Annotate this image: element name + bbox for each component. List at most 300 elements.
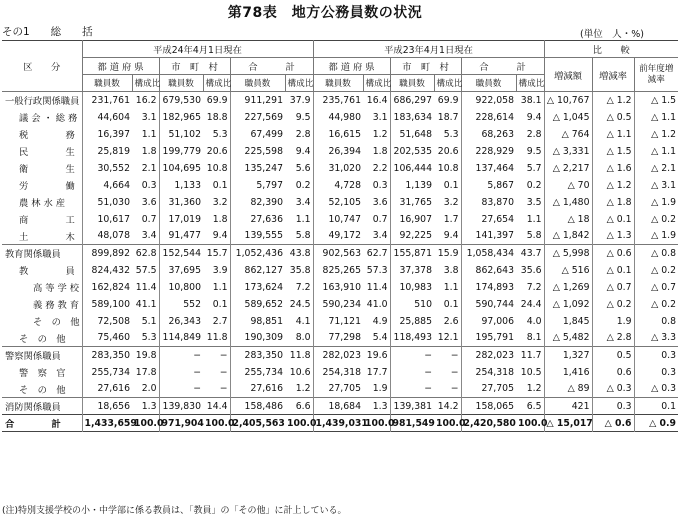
table-cell: 10.8 (437, 162, 459, 174)
table-cell: 3.2 (443, 196, 459, 208)
table-cell: 1,416 (544, 364, 592, 381)
row-label: そ の 他 (33, 317, 80, 328)
table-cell: 5.8 (526, 230, 542, 242)
table-cell: 100.0 (203, 415, 230, 432)
header-ratio: 構成比 (363, 75, 390, 92)
table-cell: 8.1 (526, 332, 542, 344)
table-cell: 4,664 (82, 177, 132, 194)
table-cell: 24.4 (520, 298, 542, 310)
table-cell: 911,291 (230, 92, 285, 109)
table-cell: 3.9 (212, 264, 228, 276)
table-cell: 182,965 (159, 109, 203, 126)
table-cell: 0.1 (212, 179, 228, 191)
table-cell: 92,225 (390, 228, 434, 245)
table-cell: 3.1 (372, 111, 388, 123)
table-cell: 37,695 (159, 262, 203, 279)
table-cell: 228,929 (461, 143, 516, 160)
table-cell: 2.8 (526, 128, 542, 140)
table-cell: 24.5 (289, 298, 311, 310)
table-cell: 91,477 (159, 228, 203, 245)
table-cell: 100.0 (516, 415, 544, 432)
table-cell: 235,761 (313, 92, 363, 109)
table-cell: 590,234 (313, 296, 363, 313)
table-cell: 75,460 (82, 330, 132, 347)
table-cell: 0.6 (592, 364, 634, 381)
table-cell: △ 0.1 (592, 211, 634, 228)
table-cell: 0.1 (634, 398, 678, 415)
table-cell: 862,127 (230, 262, 285, 279)
table-cell: 72,508 (82, 313, 132, 330)
table-cell: 69.9 (206, 94, 228, 106)
table-cell: 5.1 (141, 315, 157, 327)
table-cell: 10,747 (313, 211, 363, 228)
table-cell: 590,744 (461, 296, 516, 313)
table-cell: 51,030 (82, 194, 132, 211)
table-cell: 0.2 (526, 179, 542, 191)
table-row (2, 211, 678, 228)
table-cell: △ 1.1 (592, 126, 634, 143)
table-cell: 1.3 (363, 398, 390, 415)
table-cell: △ 1.5 (592, 143, 634, 160)
table-cell: 8.0 (295, 332, 311, 344)
table-cell: 25,885 (390, 313, 434, 330)
table-cell: 3.6 (372, 196, 388, 208)
table-cell: 155,871 (390, 245, 434, 262)
table-cell: △ 0.2 (634, 211, 678, 228)
row-label: 土 木 (19, 231, 75, 243)
row-label: 衛 生 (19, 164, 75, 175)
table-cell: 227,569 (230, 109, 285, 126)
table-cell: 51,648 (390, 126, 434, 143)
table-cell: 9.5 (295, 111, 311, 123)
table-cell: 1.1 (526, 213, 542, 225)
row-label: 議 会 ・ 総 務 (19, 113, 78, 124)
table-cell: − (159, 347, 203, 364)
table-cell: 283,350 (230, 347, 285, 364)
table-cell: 0.7 (372, 213, 388, 225)
table-cell: 19.6 (363, 347, 390, 364)
table-cell: △ 764 (544, 126, 592, 143)
table-cell: 421 (544, 398, 592, 415)
table-cell: 3.4 (295, 196, 311, 208)
table-cell: 255,734 (82, 364, 132, 381)
table-cell: − (159, 381, 203, 398)
table-cell: 100.0 (363, 415, 390, 432)
table-cell: 1.2 (295, 383, 311, 395)
row-label: 教育関係職員 (2, 245, 82, 262)
table-cell: 254,318 (461, 364, 516, 381)
table-cell: 0.2 (295, 179, 311, 191)
table-cell: 190,309 (230, 330, 285, 347)
table-cell: 5.8 (295, 230, 311, 242)
table-cell: △ 0.2 (592, 296, 634, 313)
table-row (2, 177, 678, 194)
footnote: (注)特別支援学校の小・中学部に係る教員は、「教員」の「その他」に計上している。 (2, 506, 347, 516)
table-cell: △ 0.3 (634, 381, 678, 398)
table-cell: 71,121 (313, 313, 363, 330)
table-cell: 82,390 (230, 194, 285, 211)
table-cell: 199,779 (159, 143, 203, 160)
table-cell: 2,420,580 (461, 415, 516, 432)
table-cell: △ 0.8 (634, 245, 678, 262)
table-cell: 862,643 (461, 262, 516, 279)
table-row (2, 262, 678, 279)
table-cell: 679,530 (159, 92, 203, 109)
table-cell: 10.5 (520, 366, 542, 378)
header-muni-23: 市 町 村 (390, 58, 461, 75)
table-cell: 5.7 (526, 162, 542, 174)
table-cell: 18.7 (437, 111, 459, 123)
table-cell: 104,695 (159, 160, 203, 177)
table-cell: 1.1 (443, 281, 459, 293)
header-total-24: 合 計 (230, 58, 313, 75)
header-ratio: 構成比 (516, 75, 544, 92)
table-cell: 15.9 (434, 245, 461, 262)
table-cell: △ 2,217 (544, 160, 592, 177)
page-title: 第78表 地方公務員数の状況 (227, 5, 423, 21)
table-cell: 1.3 (132, 398, 159, 415)
table-cell: △ 1.1 (634, 143, 678, 160)
table-cell: 0.3 (634, 364, 678, 381)
header-staff: 職員数 (230, 75, 285, 92)
staff-table (2, 40, 678, 432)
table-cell: 100.0 (132, 415, 159, 432)
header-rate: 増減率 (592, 58, 634, 92)
table-cell: 1.8 (372, 145, 388, 157)
table-cell: 5.6 (295, 162, 311, 174)
table-cell: 228,614 (461, 109, 516, 126)
table-row (2, 398, 678, 415)
header-year-23: 平成23年4月1日現在 (313, 41, 544, 58)
table-cell: 824,432 (82, 262, 132, 279)
table-cell: 183,634 (390, 109, 434, 126)
table-cell: 225,598 (230, 143, 285, 160)
table-row (2, 381, 678, 398)
table-cell: △ 0.7 (634, 279, 678, 296)
table-cell: 62.7 (363, 245, 390, 262)
table-cell: 282,023 (461, 347, 516, 364)
row-label: 義 務 教 育 (33, 300, 80, 311)
row-label: 高 等 学 校 (33, 283, 80, 294)
table-cell: △ 0.5 (592, 109, 634, 126)
table-cell: − (390, 347, 434, 364)
table-cell: 231,761 (82, 92, 132, 109)
table-cell: 1.1 (212, 281, 228, 293)
table-row (2, 364, 678, 381)
table-cell: 902,563 (313, 245, 363, 262)
table-cell: 17.8 (135, 366, 157, 378)
table-cell: △ 1.3 (592, 228, 634, 245)
table-cell: 51,102 (159, 126, 203, 143)
table-row (2, 313, 678, 330)
table-cell: △ 1.6 (592, 160, 634, 177)
table-row (2, 109, 678, 126)
table-cell: 4.9 (372, 315, 388, 327)
table-cell: 1,052,436 (230, 245, 285, 262)
table-cell: 43.8 (285, 245, 313, 262)
table-cell: 1.2 (526, 383, 542, 395)
table-cell: 14.2 (434, 398, 461, 415)
table-cell: 27,636 (230, 211, 285, 228)
table-cell: △ 516 (544, 262, 592, 279)
table-cell: 1,133 (159, 177, 203, 194)
row-label: 労 働 (19, 181, 75, 192)
table-cell: 158,065 (461, 398, 516, 415)
table-cell: 202,535 (390, 143, 434, 160)
table-cell: 981,549 (390, 415, 434, 432)
table-cell: 0.1 (443, 298, 459, 310)
header-staff: 職員数 (390, 75, 434, 92)
table-cell: △ 3.3 (634, 330, 678, 347)
table-cell: 0.3 (592, 398, 634, 415)
header-pref-23: 都 道 府 県 (313, 58, 390, 75)
unit-label: (単位 人・%) (580, 29, 644, 40)
table-cell: 44,980 (313, 109, 363, 126)
table-cell: 27,654 (461, 211, 516, 228)
header-pref-24: 都 道 府 県 (82, 58, 159, 75)
header-change: 増減額 (544, 58, 592, 92)
table-subtitle: その1 総 括 (2, 26, 93, 38)
table-cell: △ 1,092 (544, 296, 592, 313)
table-cell: 0.3 (141, 179, 157, 191)
table-cell: △ 5,482 (544, 330, 592, 347)
table-cell: 18,684 (313, 398, 363, 415)
header-total-23: 合 計 (461, 58, 544, 75)
table-cell: 98,851 (230, 313, 285, 330)
table-cell: 686,297 (390, 92, 434, 109)
table-cell: 1,139 (390, 177, 434, 194)
header-ratio: 構成比 (434, 75, 461, 92)
table-cell: 3.6 (141, 196, 157, 208)
table-cell: 1.8 (141, 145, 157, 157)
table-cell: △ 0.6 (592, 245, 634, 262)
table-cell: 27,705 (461, 381, 516, 398)
table-cell: 9.4 (212, 230, 228, 242)
table-cell: △ 1.8 (592, 194, 634, 211)
table-row (2, 160, 678, 177)
table-cell: 158,486 (230, 398, 285, 415)
table-cell: 2.1 (141, 162, 157, 174)
table-cell: 3.4 (141, 230, 157, 242)
table-cell: 589,100 (82, 296, 132, 313)
table-cell: 35.6 (520, 264, 542, 276)
table-cell: 44,604 (82, 109, 132, 126)
table-cell: 0.1 (212, 298, 228, 310)
table-cell: 38.1 (520, 94, 542, 106)
table-cell: − (390, 364, 434, 381)
table-cell: 26,394 (313, 143, 363, 160)
table-cell: 35.8 (289, 264, 311, 276)
table-cell: 14.4 (203, 398, 230, 415)
table-cell: 17.7 (366, 366, 388, 378)
table-cell: 1,327 (544, 347, 592, 364)
table-cell: − (450, 366, 459, 378)
table-cell: 1.2 (372, 128, 388, 140)
table-cell: 49,172 (313, 228, 363, 245)
header-category: 区 分 (2, 41, 82, 92)
table-cell: △ 1.2 (592, 177, 634, 194)
table-cell: 922,058 (461, 92, 516, 109)
table-cell: 25,819 (82, 143, 132, 160)
table-cell: 27,616 (230, 381, 285, 398)
table-cell: 10,983 (390, 279, 434, 296)
table-cell: 971,904 (159, 415, 203, 432)
table-cell: △ 1,045 (544, 109, 592, 126)
table-cell: 3.1 (141, 111, 157, 123)
row-label: 警察関係職員 (2, 347, 82, 364)
table-cell: 0.8 (634, 313, 678, 330)
table-cell: − (219, 383, 228, 395)
table-cell: 173,624 (230, 279, 285, 296)
table-cell: 1.1 (295, 213, 311, 225)
table-cell: 552 (159, 296, 203, 313)
table-cell: △ 0.2 (634, 262, 678, 279)
header-prev-rate: 前年度増減率 (634, 58, 678, 92)
table-cell: − (203, 347, 230, 364)
table-cell: 62.8 (132, 245, 159, 262)
table-cell: 52,105 (313, 194, 363, 211)
table-cell: 16.2 (135, 94, 157, 106)
table-cell: 37,378 (390, 262, 434, 279)
table-cell: 1.9 (372, 383, 388, 395)
table-cell: 9.4 (443, 230, 459, 242)
table-cell: 77,298 (313, 330, 363, 347)
header-year-24: 平成24年4月1日現在 (82, 41, 313, 58)
table-cell: △ 0.7 (592, 279, 634, 296)
table-cell: 5.3 (443, 128, 459, 140)
table-cell: 0.3 (634, 347, 678, 364)
table-cell: 114,849 (159, 330, 203, 347)
table-cell: 100.0 (285, 415, 313, 432)
row-label: 民 生 (19, 147, 75, 158)
row-label: 消防関係職員 (2, 398, 82, 415)
table-cell: 6.5 (516, 398, 544, 415)
table-cell: △ 1.2 (634, 126, 678, 143)
header-ratio: 構成比 (203, 75, 230, 92)
table-cell: 57.3 (366, 264, 388, 276)
table-row (2, 228, 678, 245)
table-cell: △ 70 (544, 177, 592, 194)
table-cell: 11.4 (366, 281, 388, 293)
table-cell: 1.1 (141, 128, 157, 140)
table-cell: 118,493 (390, 330, 434, 347)
table-cell: 3.8 (443, 264, 459, 276)
table-cell: 0.7 (141, 213, 157, 225)
table-cell: 20.6 (206, 145, 228, 157)
table-cell: 5.4 (372, 332, 388, 344)
table-cell: 510 (390, 296, 434, 313)
table-cell: 37.9 (289, 94, 311, 106)
table-cell: 5,867 (461, 177, 516, 194)
table-cell: 11.8 (206, 332, 228, 344)
table-cell: △ 1.2 (592, 92, 634, 109)
table-cell: △ 1.9 (634, 228, 678, 245)
row-label: 商 工 (19, 215, 75, 226)
table-cell: 5.3 (141, 332, 157, 344)
table-cell: 825,265 (313, 262, 363, 279)
table-cell: 254,318 (313, 364, 363, 381)
table-body (2, 92, 678, 432)
table-cell: △ 0.3 (592, 381, 634, 398)
table-cell: 9.4 (526, 111, 542, 123)
table-row (2, 296, 678, 313)
table-cell: 1,845 (544, 313, 592, 330)
table-cell: △ 0.6 (592, 415, 634, 432)
table-cell: 139,555 (230, 228, 285, 245)
row-label: そ の 他 (19, 333, 66, 345)
table-cell: 16,615 (313, 126, 363, 143)
table-cell: 41.0 (366, 298, 388, 310)
table-cell: 26,343 (159, 313, 203, 330)
table-cell: 12.1 (437, 332, 459, 344)
table-cell: 162,824 (82, 279, 132, 296)
table-cell: △ 1,269 (544, 279, 592, 296)
table-cell: 48,078 (82, 228, 132, 245)
header-compare: 比 較 (544, 41, 678, 58)
table-cell: 31,020 (313, 160, 363, 177)
table-cell: 1,058,434 (461, 245, 516, 262)
table-cell: 2.6 (443, 315, 459, 327)
table-row (2, 347, 678, 364)
row-label: 警 察 官 (19, 368, 66, 379)
table-cell: 4.0 (526, 315, 542, 327)
table-row (2, 126, 678, 143)
table-row (2, 279, 678, 296)
table-cell: 141,397 (461, 228, 516, 245)
table-cell: 10,617 (82, 211, 132, 228)
row-label: 一般行政関係職員 (5, 96, 80, 108)
table-cell: 6.6 (285, 398, 313, 415)
table-cell: 2.8 (295, 128, 311, 140)
table-cell: 4.1 (295, 315, 311, 327)
table-cell: △ 0.9 (634, 415, 678, 432)
table-cell: 899,892 (82, 245, 132, 262)
table-cell: 18,656 (82, 398, 132, 415)
table-cell: 3.2 (212, 196, 228, 208)
table-cell: 20.6 (437, 145, 459, 157)
table-cell: △ 0.1 (592, 262, 634, 279)
table-cell: 41.1 (135, 298, 157, 310)
header-staff: 職員数 (313, 75, 363, 92)
table-cell: △ 2.1 (634, 160, 678, 177)
table-cell: 17,019 (159, 211, 203, 228)
row-label: 税 務 (19, 130, 75, 141)
table-cell: 10.6 (289, 366, 311, 378)
table-cell: 1.7 (443, 213, 459, 225)
table-cell: 135,247 (230, 160, 285, 177)
table-cell: − (219, 366, 228, 378)
table-cell: 283,350 (82, 347, 132, 364)
table-cell: △ 15,017 (544, 415, 592, 432)
table-cell: 57.5 (135, 264, 157, 276)
table-cell: 174,893 (461, 279, 516, 296)
table-cell: △ 18 (544, 211, 592, 228)
row-label: そ の 他 (19, 384, 66, 396)
table-cell: △ 10,767 (544, 92, 592, 109)
table-cell: 3.4 (372, 230, 388, 242)
table-cell: 2.0 (141, 383, 157, 395)
table-cell: 100.0 (434, 415, 461, 432)
table-cell: 10.8 (206, 162, 228, 174)
header-ratio: 構成比 (285, 75, 313, 92)
row-label: 農 林 水 産 (19, 198, 66, 209)
table-cell: 16,907 (390, 211, 434, 228)
table-cell: 139,381 (390, 398, 434, 415)
table-cell: 19.8 (132, 347, 159, 364)
header-ratio: 構成比 (132, 75, 159, 92)
table-cell: 2.2 (372, 162, 388, 174)
table-cell: △ 1,480 (544, 194, 592, 211)
